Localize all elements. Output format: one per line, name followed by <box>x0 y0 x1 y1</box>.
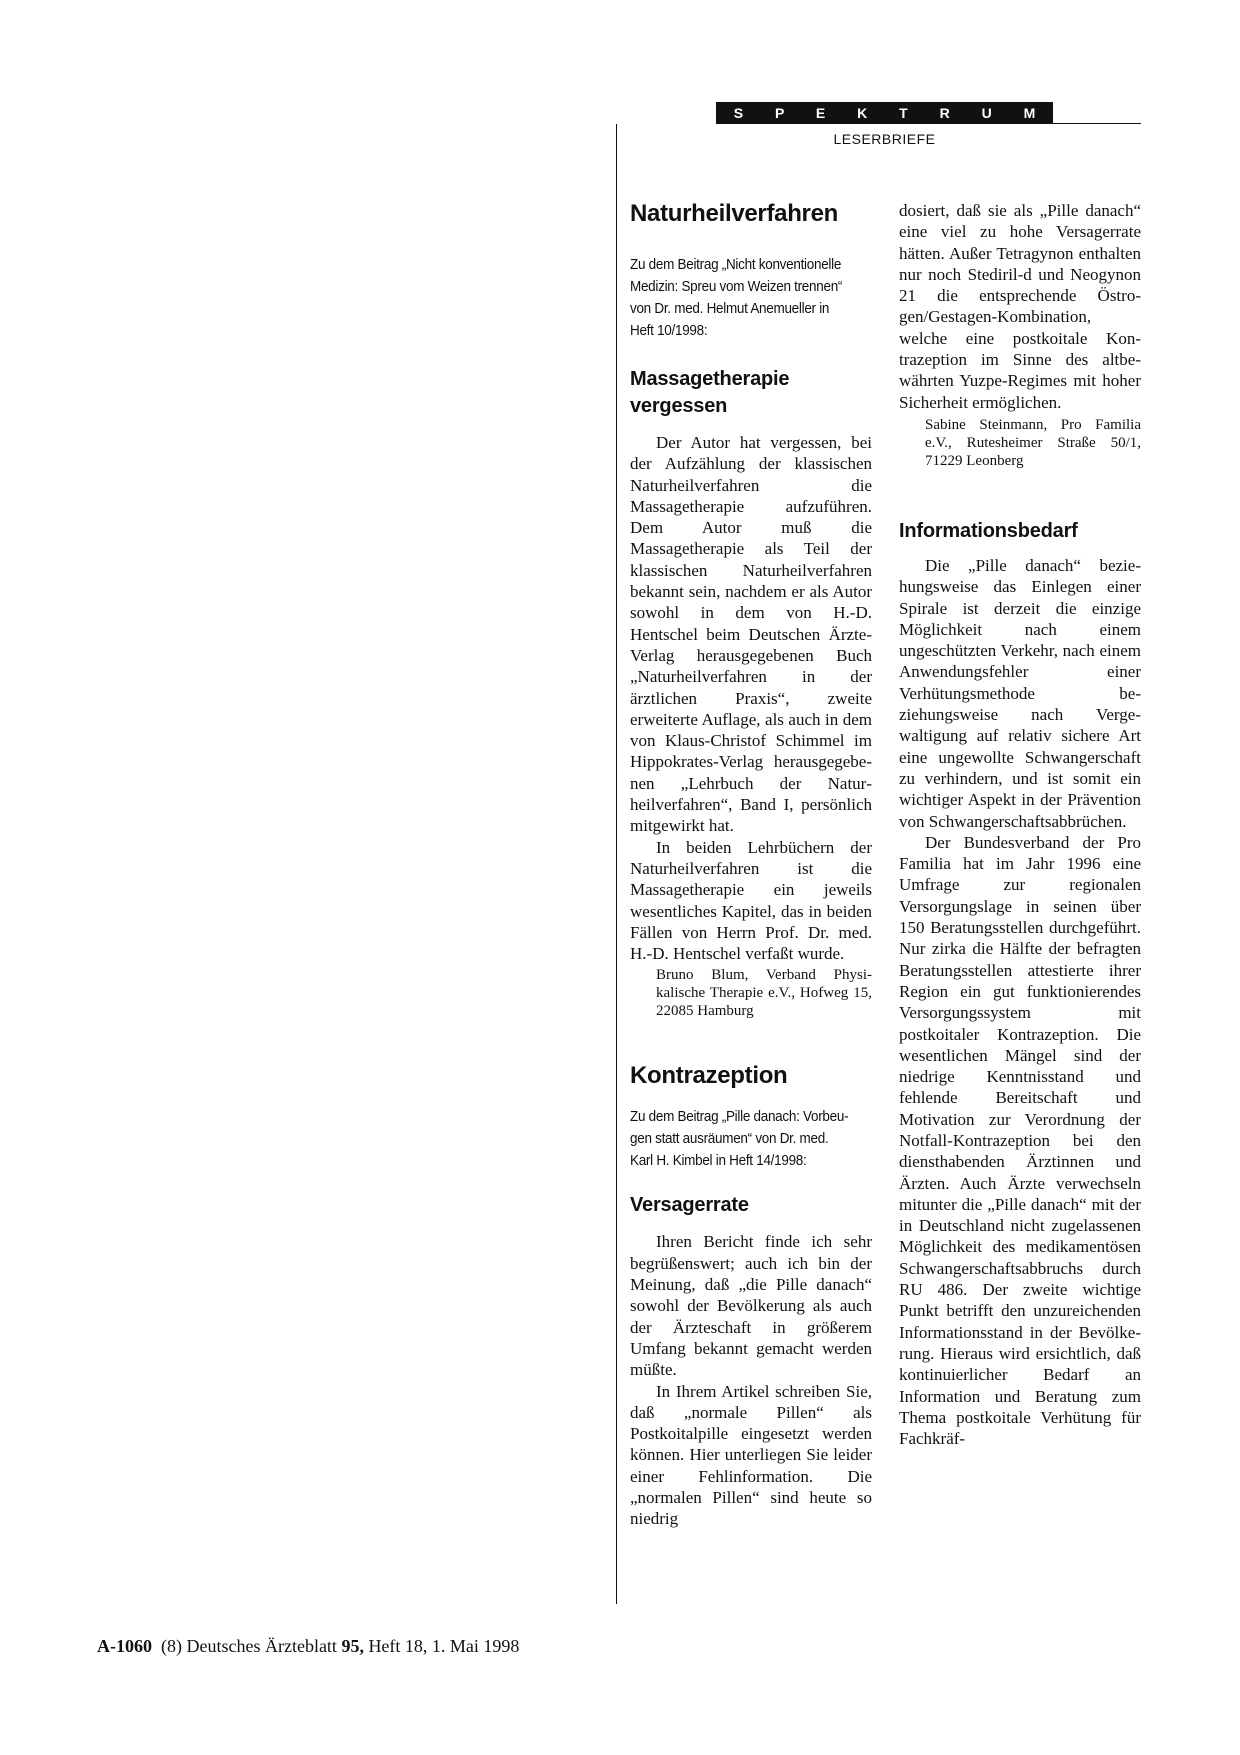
letter-heading: Versagerrate <box>630 1194 749 1217</box>
reference-line: von Dr. med. Helmut Anemueller in <box>630 301 830 317</box>
letter-title-kontrazeption: Kontrazeption <box>630 1062 788 1090</box>
letter-signature: Bruno Blum, Verband Physikalische Therapie e.V., Hofweg 15, 22085 Hamburg <box>656 967 872 1020</box>
column-divider <box>616 124 617 1604</box>
reference-line: Zu dem Beitrag „Pille danach: Vorbeu- <box>630 1109 849 1126</box>
volume-number: 95, <box>341 1636 364 1656</box>
reference-line: Heft 10/1998: <box>630 323 708 339</box>
reference-line: gen statt ausräumen“ von Dr. med. <box>630 1131 829 1148</box>
body-paragraph: dosiert, daß sie als „Pille danach“ eine viel zu hohe Versagerrate hätten. Außer Tetragynon enthalten nur noch Stediril-d und Neogynon 21 die entsprechende Östrogen/Gestagen-Kombination, welche eine postkoitale Kontrazeption im Sinne des altbewährten Yuzpe-Regimes mit hoher Sicherheit ermöglichen. <box>899 201 1141 412</box>
letter-title-naturheilverfahren: Naturheilverfahren <box>630 200 838 227</box>
body-paragraph: In beiden Lehrbüchern der Naturheilverfahren ist die Massagetherapie ein jeweils wesentliches Kapitel, das in beiden Fällen von Herrn Prof. Dr. med. H.-D. Hentschel verfaßt wurde. <box>630 837 872 964</box>
reference-line: Medizin: Spreu vom Weizen trennen“ <box>630 279 843 295</box>
section-banner: S P E K T R U M <box>716 102 1053 124</box>
body-paragraph: Der Autor hat vergessen, bei der Aufzählung der klassischen Naturheilverfahren die Massagetherapie aufzuführen. Dem Autor muß die Massagetherapie als Teil der klassischen Naturheilverfahren bekannt sein, nachdem er als Autor sowohl in dem von H.-D. Hentschel beim Deutschen Ärzte-Verlag herausgegebenen Buch „Naturheilverfahren in der ärztlichen Praxis“, zweite erweiterte Auflage, als auch in dem von Klaus-Christof Schimmel im Hippokrates-Verlag herausgegebenen „Lehrbuch der Naturheilverfahren“, Band I, persönlich mitgewirkt hat. <box>630 433 872 836</box>
page-footer: A-1060 (8) Deutsches Ärzteblatt 95, Heft 18, 1. Mai 1998 <box>97 1636 520 1656</box>
reference-line: Zu dem Beitrag „Nicht konventionelle <box>630 257 842 273</box>
reference-note <box>630 254 872 342</box>
column-left <box>630 200 872 1530</box>
letter-signature: Sabine Steinmann, Pro Familia e.V., Rutesheimer Straße 50/1, 71229 Leonberg <box>925 416 1141 469</box>
reference-note <box>630 1106 872 1172</box>
section-rule <box>1053 123 1141 124</box>
letter-heading: Informationsbedarf <box>899 519 1078 542</box>
body-paragraph: Die „Pille danach“ beziehungsweise das Einlegen einer Spirale ist derzeit die einzige Möglichkeit nach einem ungeschützten Verkehr, nach einem Anwendungsfehler einer Verhütungsmethode beziehungsweise nach Vergewaltigung auf relativ sichere Art eine ungewollte Schwangerschaft zu verhindern, und ist somit ein wichtiger Aspekt in der Prävention von Schwangerschaftsabbrüchen. <box>899 555 1141 831</box>
subsection-label: LESERBRIEFE <box>833 131 936 147</box>
body-paragraph: In Ihrem Artikel schreiben Sie, daß „normale Pillen“ als Postkoitalpille eingesetzt werden können. Hier unterliegen Sie leider einer Fehlinformation. Die „normalen Pillen“ sind heute so niedrig <box>630 1381 872 1529</box>
reference-line: Karl H. Kimbel in Heft 14/1998: <box>630 1153 807 1170</box>
page-number: A-1060 <box>97 1636 152 1656</box>
body-paragraph: Der Bundesverband der Pro Familia hat im Jahr 1996 eine Umfrage zur regionalen Versorgungslage in seinen über 150 Beratungsstellen durchgeführt. Nur zirka die Hälfte der befragten Beratungsstellen attestierte ihrer Region ein gut funktionierendes Versorgungssystem mit postkoitaler Kontrazeption. Die wesentlichen Mängel sind der niedrige Kenntnisstand und fehlende Bereitschaft und Motivation zur Verordnung der Notfall-Kontrazeption bei den diensthabenden Ärztinnen und Ärzten. Auch Ärzte verwechseln mitunter die „Pille danach“ mit der in Deutschland nicht zugelassenen Möglichkeit des medikamentösen Schwangerschaftsabbruchs durch RU 486. Der zweite wichtige Punkt betrifft den unzureichenden Informationsstand in der Bevölkerung. Hieraus wird ersichtlich, daß kontinuierlicher Bedarf an Information und Beratung zum Thema postkoitale Verhütung für Fachkräf- <box>899 832 1141 1449</box>
column-right <box>899 200 1141 1449</box>
letter-heading: Massagetherapie vergessen <box>630 368 790 417</box>
body-paragraph: Ihren Bericht finde ich sehr begrüßenswert; auch ich bin der Meinung, daß „die Pille danach“ sowohl der Bevölkerung als auch der Ärzteschaft in größerem Umfang bekannt gemacht werden müßte. <box>630 1232 872 1380</box>
